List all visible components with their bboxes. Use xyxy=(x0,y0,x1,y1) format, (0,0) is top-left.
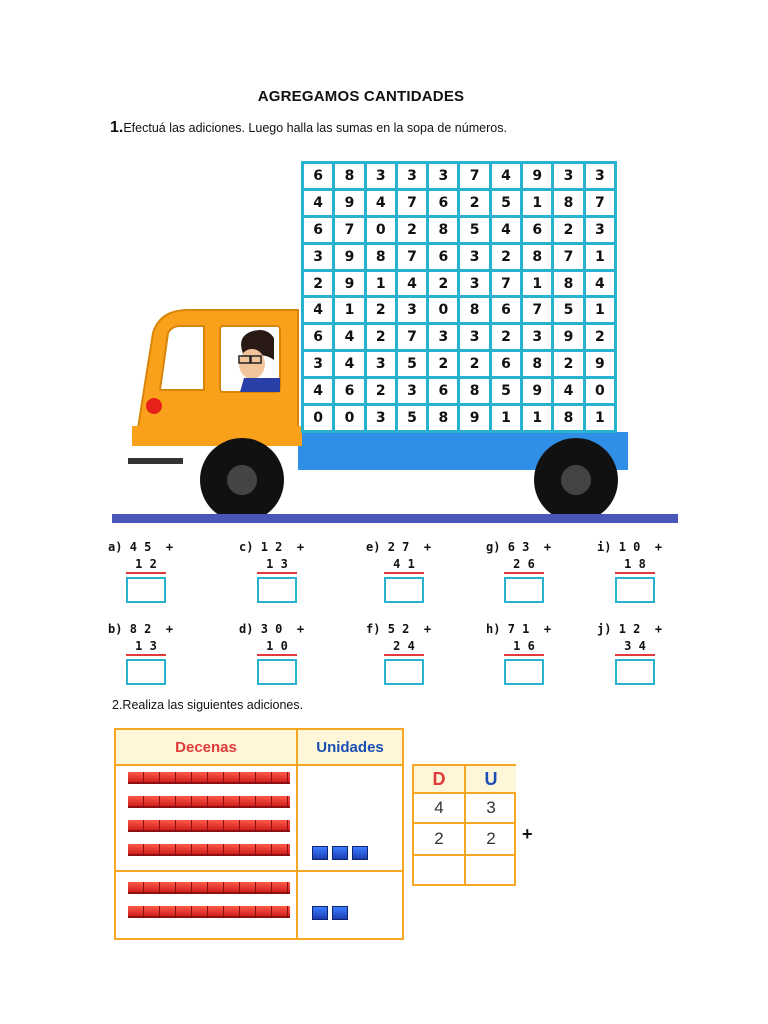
ten-rod xyxy=(128,796,290,808)
answer-box[interactable] xyxy=(126,659,166,685)
answer-box[interactable] xyxy=(615,659,655,685)
grid-cell[interactable]: 2 xyxy=(429,272,457,296)
grid-cell[interactable]: 2 xyxy=(492,245,520,269)
grid-cell[interactable]: 7 xyxy=(523,298,551,322)
plus-sign: + xyxy=(423,540,432,554)
unit-cube xyxy=(332,846,348,860)
grid-cell[interactable]: 8 xyxy=(554,406,582,430)
sum-line xyxy=(126,572,166,574)
grid-cell[interactable]: 3 xyxy=(586,164,614,188)
grid-cell[interactable]: 7 xyxy=(398,245,426,269)
problem-top-row xyxy=(239,622,304,636)
grid-cell[interactable]: 8 xyxy=(335,164,363,188)
grid-cell[interactable]: 5 xyxy=(492,191,520,215)
sum-line xyxy=(384,654,424,656)
grid-cell[interactable]: 3 xyxy=(554,164,582,188)
grid-cell[interactable]: 2 xyxy=(554,218,582,242)
problem-label: f) xyxy=(366,622,381,636)
problem-top-row xyxy=(597,622,662,636)
answer-box[interactable] xyxy=(384,659,424,685)
grid-cell[interactable]: 8 xyxy=(554,191,582,215)
addend-1: 8 2 xyxy=(129,622,152,636)
rear-wheel xyxy=(534,438,618,522)
grid-cell[interactable]: 8 xyxy=(429,218,457,242)
addend-1: 1 0 xyxy=(618,540,641,554)
answer-box[interactable] xyxy=(126,577,166,603)
problem-label: d) xyxy=(239,622,254,636)
plus-sign: + xyxy=(522,824,533,844)
grid-cell[interactable]: 6 xyxy=(523,218,551,242)
problem-top-row xyxy=(108,622,173,636)
grid-cell[interactable]: 3 xyxy=(398,379,426,403)
bumper xyxy=(128,458,183,464)
plus-sign: + xyxy=(543,540,552,554)
answer-box[interactable] xyxy=(257,577,297,603)
addend-2: 1 3 xyxy=(135,639,157,653)
ten-rod xyxy=(128,844,290,856)
grid-cell[interactable]: 5 xyxy=(398,406,426,430)
grid-cell[interactable]: 3 xyxy=(429,325,457,349)
unit-cube xyxy=(332,906,348,920)
grid-cell[interactable]: 4 xyxy=(335,352,363,376)
grid-cell[interactable]: 3 xyxy=(304,245,332,269)
grid-cell[interactable]: 6 xyxy=(429,245,457,269)
grid-cell[interactable]: 2 xyxy=(492,325,520,349)
addend-1: 1 2 xyxy=(618,622,641,636)
ten-rod xyxy=(128,906,290,918)
problem-label: i) xyxy=(597,540,612,554)
grid-cell[interactable]: 9 xyxy=(335,272,363,296)
addend-2: 3 4 xyxy=(624,639,646,653)
grid-cell[interactable]: 4 xyxy=(586,272,614,296)
exercise-1-text: Efectuá las adiciones. Luego halla las sumas en la sopa de números. xyxy=(123,121,507,135)
sum-line xyxy=(384,572,424,574)
problem-label: h) xyxy=(486,622,501,636)
grid-cell[interactable]: 6 xyxy=(304,325,332,349)
grid-cell[interactable]: 7 xyxy=(398,325,426,349)
plus-sign: + xyxy=(296,540,305,554)
grid-cell[interactable]: 2 xyxy=(460,191,488,215)
plus-sign: + xyxy=(165,540,174,554)
units-header: Unidades xyxy=(298,730,402,766)
grid-cell[interactable]: 2 xyxy=(367,298,395,322)
road xyxy=(112,514,678,523)
grid-cell[interactable]: 5 xyxy=(460,218,488,242)
grid-cell[interactable]: 8 xyxy=(429,406,457,430)
grid-cell[interactable]: 6 xyxy=(304,218,332,242)
grid-cell[interactable]: 7 xyxy=(398,191,426,215)
du-cell: 2 xyxy=(486,829,496,848)
problem-label: g) xyxy=(486,540,501,554)
grid-cell[interactable]: 8 xyxy=(460,379,488,403)
grid-cell[interactable]: 4 xyxy=(398,272,426,296)
addend-1: 2 7 xyxy=(387,540,410,554)
addend-2: 1 6 xyxy=(513,639,535,653)
grid-cell[interactable]: 6 xyxy=(429,379,457,403)
grid-cell[interactable]: 0 xyxy=(367,218,395,242)
problem-top-row xyxy=(486,540,551,554)
grid-cell[interactable]: 4 xyxy=(304,191,332,215)
number-search-grid xyxy=(301,161,617,433)
du-answer-cell[interactable] xyxy=(466,856,516,884)
ten-rod xyxy=(128,772,290,784)
addend-1: 1 2 xyxy=(260,540,283,554)
unit-cube xyxy=(312,846,328,860)
answer-box[interactable] xyxy=(504,659,544,685)
du-answer-table xyxy=(412,764,516,886)
grid-cell[interactable]: 2 xyxy=(586,325,614,349)
grid-cell[interactable]: 7 xyxy=(460,164,488,188)
grid-cell[interactable]: 1 xyxy=(523,406,551,430)
grid-cell[interactable]: 2 xyxy=(554,352,582,376)
grid-cell[interactable]: 4 xyxy=(492,218,520,242)
grid-cell[interactable]: 3 xyxy=(304,352,332,376)
addend-2: 1 8 xyxy=(624,557,646,571)
problem-label: c) xyxy=(239,540,254,554)
grid-cell[interactable]: 9 xyxy=(523,379,551,403)
plus-sign: + xyxy=(165,622,174,636)
page-title: AGREGAMOS CANTIDADES xyxy=(257,88,465,105)
plus-sign: + xyxy=(423,622,432,636)
grid-cell[interactable]: 7 xyxy=(554,245,582,269)
grid-cell[interactable]: 6 xyxy=(335,379,363,403)
problem-top-row xyxy=(597,540,662,554)
addend-2: 1 0 xyxy=(266,639,288,653)
addend-2: 4 1 xyxy=(393,557,415,571)
addend-2: 2 4 xyxy=(393,639,415,653)
grid-cell[interactable]: 1 xyxy=(586,298,614,322)
tens-header: Decenas xyxy=(116,730,298,766)
plus-sign: + xyxy=(543,622,552,636)
grid-cell[interactable]: 2 xyxy=(429,352,457,376)
problem-label: a) xyxy=(108,540,123,554)
place-value-panel xyxy=(106,722,542,942)
grid-cell[interactable]: 6 xyxy=(429,191,457,215)
grid-cell[interactable]: 3 xyxy=(460,245,488,269)
grid-cell[interactable]: 5 xyxy=(492,379,520,403)
grid-cell[interactable]: 2 xyxy=(304,272,332,296)
problem-label: j) xyxy=(597,622,612,636)
grid-cell[interactable]: 3 xyxy=(398,298,426,322)
grid-cell[interactable]: 1 xyxy=(492,406,520,430)
grid-cell[interactable]: 3 xyxy=(460,325,488,349)
grid-cell[interactable]: 2 xyxy=(367,325,395,349)
answer-box[interactable] xyxy=(384,577,424,603)
place-value-table xyxy=(114,728,404,940)
grid-cell[interactable]: 0 xyxy=(335,406,363,430)
grid-cell[interactable]: 3 xyxy=(398,164,426,188)
grid-cell[interactable]: 8 xyxy=(523,245,551,269)
exercise-1-number: 1. xyxy=(110,119,124,136)
grid-cell[interactable]: 7 xyxy=(492,272,520,296)
u-header: U xyxy=(466,766,516,794)
grid-cell[interactable]: 0 xyxy=(304,406,332,430)
grid-cell[interactable]: 3 xyxy=(367,164,395,188)
addend-2: 1 2 xyxy=(135,557,157,571)
grid-cell[interactable]: 9 xyxy=(554,325,582,349)
exercise-2-instruction: 2.Realiza las siguientes adiciones. xyxy=(112,698,304,712)
sum-line xyxy=(257,654,297,656)
addend-1: 3 0 xyxy=(260,622,283,636)
exercise-1-instruction xyxy=(110,119,507,137)
d-header: D xyxy=(414,766,466,794)
grid-cell[interactable]: 9 xyxy=(586,352,614,376)
plus-sign: + xyxy=(654,540,663,554)
grid-cell[interactable]: 8 xyxy=(367,245,395,269)
grid-cell[interactable]: 1 xyxy=(367,272,395,296)
grid-cell[interactable]: 5 xyxy=(398,352,426,376)
plus-sign: + xyxy=(654,622,663,636)
du-cell: 3 xyxy=(486,798,496,817)
sum-line xyxy=(615,654,655,656)
du-cell: 2 xyxy=(434,829,444,848)
sum-line xyxy=(504,572,544,574)
unit-cube xyxy=(352,846,368,860)
grid-cell[interactable]: 7 xyxy=(335,218,363,242)
grid-cell[interactable]: 8 xyxy=(554,272,582,296)
answer-box[interactable] xyxy=(504,577,544,603)
problem-top-row xyxy=(366,622,431,636)
grid-cell[interactable]: 9 xyxy=(335,245,363,269)
unit-cube xyxy=(312,906,328,920)
grid-cell[interactable]: 6 xyxy=(492,298,520,322)
grid-cell[interactable]: 1 xyxy=(586,245,614,269)
headlight xyxy=(146,398,162,414)
problem-top-row xyxy=(239,540,304,554)
ten-rod xyxy=(128,882,290,894)
grid-cell[interactable]: 0 xyxy=(429,298,457,322)
addend-1: 4 5 xyxy=(129,540,152,554)
sum-line xyxy=(257,572,297,574)
du-cell: 4 xyxy=(434,798,444,817)
du-answer-cell[interactable] xyxy=(414,856,464,884)
grid-cell[interactable]: 1 xyxy=(586,406,614,430)
problem-label: e) xyxy=(366,540,381,554)
addend-2: 2 6 xyxy=(513,557,535,571)
addend-1: 6 3 xyxy=(507,540,530,554)
answer-box[interactable] xyxy=(615,577,655,603)
addend-1: 5 2 xyxy=(387,622,410,636)
grid-cell[interactable]: 3 xyxy=(460,272,488,296)
ten-rod xyxy=(128,820,290,832)
grid-cell[interactable]: 2 xyxy=(460,352,488,376)
grid-cell[interactable]: 4 xyxy=(554,379,582,403)
grid-cell[interactable]: 4 xyxy=(304,298,332,322)
grid-cell[interactable]: 3 xyxy=(586,218,614,242)
grid-cell[interactable]: 4 xyxy=(304,379,332,403)
grid-cell[interactable]: 0 xyxy=(586,379,614,403)
problem-top-row xyxy=(486,622,551,636)
grid-cell[interactable]: 1 xyxy=(523,272,551,296)
grid-cell[interactable]: 2 xyxy=(398,218,426,242)
grid-cell[interactable]: 4 xyxy=(335,325,363,349)
grid-cell[interactable]: 3 xyxy=(367,406,395,430)
grid-cell[interactable]: 9 xyxy=(335,191,363,215)
sum-line xyxy=(126,654,166,656)
grid-cell[interactable]: 6 xyxy=(304,164,332,188)
grid-cell[interactable]: 7 xyxy=(586,191,614,215)
problem-label: b) xyxy=(108,622,123,636)
grid-cell[interactable]: 4 xyxy=(492,164,520,188)
answer-box[interactable] xyxy=(257,659,297,685)
grid-cell[interactable]: 2 xyxy=(367,379,395,403)
grid-cell[interactable]: 1 xyxy=(523,191,551,215)
grid-cell[interactable]: 5 xyxy=(554,298,582,322)
grid-cell[interactable]: 9 xyxy=(460,406,488,430)
grid-cell[interactable]: 6 xyxy=(492,352,520,376)
addend-2: 1 3 xyxy=(266,557,288,571)
plus-sign: + xyxy=(296,622,305,636)
problem-top-row xyxy=(366,540,431,554)
grid-cell[interactable]: 3 xyxy=(367,352,395,376)
grid-cell[interactable]: 3 xyxy=(429,164,457,188)
problem-top-row xyxy=(108,540,173,554)
grid-cell[interactable]: 9 xyxy=(523,164,551,188)
addend-1: 7 1 xyxy=(507,622,530,636)
grid-cell[interactable]: 1 xyxy=(335,298,363,322)
front-wheel xyxy=(200,438,284,522)
grid-cell[interactable]: 3 xyxy=(523,325,551,349)
grid-cell[interactable]: 8 xyxy=(460,298,488,322)
grid-cell[interactable]: 8 xyxy=(523,352,551,376)
grid-cell[interactable]: 4 xyxy=(367,191,395,215)
sum-line xyxy=(615,572,655,574)
sum-line xyxy=(504,654,544,656)
